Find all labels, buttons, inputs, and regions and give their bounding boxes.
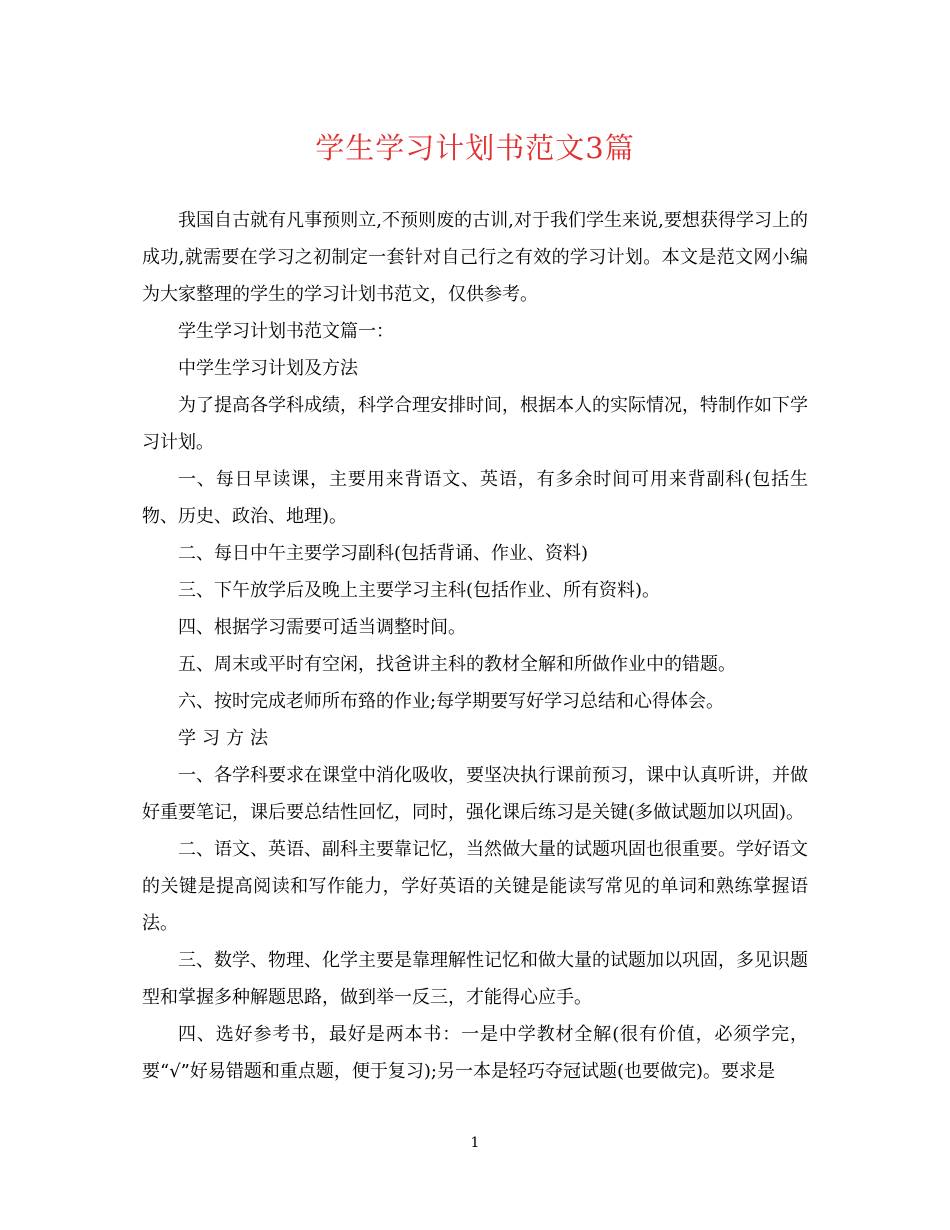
method-item-1: 一、各学科要求在课堂中消化吸收，要坚决执行课前预习，课中认真听讲，并做好重要笔记，课后要总结性回忆，同时，强化课后练习是关键(多做试题加以巩固)。 [142, 765, 808, 823]
plan-item-6: 六、按时完成老师所布臵的作业;每学期要写好学习总结和心得体会。 [178, 691, 725, 712]
plan-heading: 中学生学习计划及方法 [178, 358, 358, 379]
methods-heading: 学习方法 [178, 728, 274, 749]
plan-intro-paragraph: 为了提高各学科成绩，科学合理安排时间，根据本人的实际情况，特制作如下学习计划。 [142, 395, 808, 453]
intro-paragraph: 我国自古就有凡事预则立,不预则废的古训,对于我们学生来说,要想获得学习上的成功,就需要在学习之初制定一套针对自己行之有效的学习计划。本文是范文网小编为大家整理的学生的学习计划书范文，仅供参考。 [142, 210, 808, 305]
page-number: 1 [470, 1135, 480, 1151]
section-heading-article-one: 学生学习计划书范文篇一： [178, 321, 394, 342]
method-item-3: 三、数学、物理、化学主要是靠理解性记忆和做大量的试题加以巩固，多见识题型和掌握多种解题思路，做到举一反三，才能得心应手。 [142, 950, 808, 1008]
plan-item-1: 一、每日早读课，主要用来背语文、英语，有多余时间可用来背副科(包括生物、历史、政治、地理)。 [142, 469, 808, 527]
document-body [142, 202, 808, 1090]
method-item-2: 二、语文、英语、副科主要靠记忆，当然做大量的试题巩固也很重要。学好语文的关键是提高阅读和写作能力，学好英语的关键是能读写常见的单词和熟练掌握语法。 [142, 839, 808, 934]
plan-item-5: 五、周末或平时有空闲，找爸讲主科的教材全解和所做作业中的错题。 [178, 654, 736, 675]
plan-item-4: 四、根据学习需要可适当调整时间。 [178, 617, 466, 638]
method-item-4: 四、选好参考书，最好是两本书：一是中学教材全解(很有价值，必须学完，要“√”好易错题和重点题，便于复习);另一本是轻巧夺冠试题(也要做完)。要求是 [142, 1024, 808, 1082]
plan-item-3: 三、下午放学后及晚上主要学习主科(包括作业、所有资料)。 [178, 580, 661, 601]
plan-item-2: 二、每日中午主要学习副科(包括背诵、作业、资料) [178, 543, 589, 564]
document-title: 学生学习计划书范文3篇 [315, 131, 635, 165]
